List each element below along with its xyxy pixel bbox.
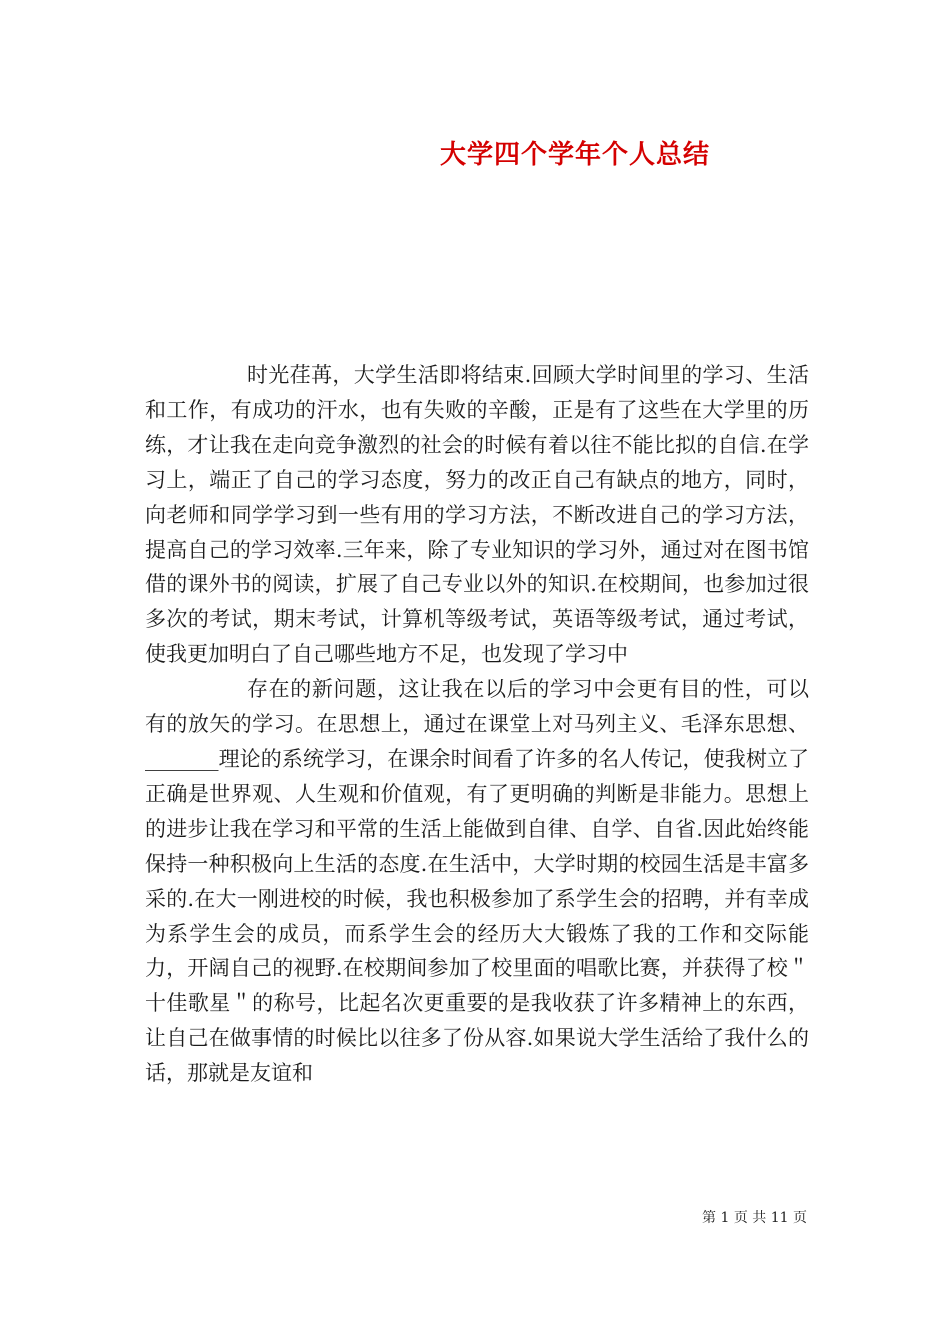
page-footer: [0, 1207, 807, 1227]
document-title: 大学四个学年个人总结: [439, 140, 710, 170]
paragraph-1: 时光荏苒，大学生活即将结束.回顾大学时间里的学习、生活和工作，有成功的汗水，也有失败的辛酸，正是有了这些在大学里的历练，才让我在走向竞争激烈的社会的时候有着以往不能比拟的自信.在学习上，端正了自己的学习态度，努力的改正自己有缺点的地方，同时，向老师和同学学习到一些有用的学习方法，不断改进自己的学习方法，提高自己的学习效率.三年来，除了专业知识的学习外，通过对在图书馆借的课外书的阅读，扩展了自己专业以外的知识.在校期间，也参加过很多次的考试，期末考试，计算机等级考试，英语等级考试，通过考试，使我更加明白了自己哪些地方不足，也发现了学习中: [145, 363, 809, 667]
footer-suffix: 页: [793, 1210, 807, 1226]
footer-total-pages: 11: [770, 1210, 789, 1226]
paragraph-2: 存在的新问题，这让我在以后的学习中会更有目的性，可以有的放矢的学习。在思想上，通过在课堂上对马列主义、毛泽东思想、_______理论的系统学习，在课余时间看了许多的名人传记，使我树立了正确是世界观、人生观和价值观，有了更明确的判断是非能力。思想上的进步让我在学习和平常的生活上能做到自律、自学、自省.因此始终能保持一种积极向上生活的态度.在生活中，大学时期的校园生活是丰富多采的.在大一刚进校的时候，我也积极参加了系学生会的招聘，并有幸成为系学生会的成员，而系学生会的经历大大锻炼了我的工作和交际能力，开阔自己的视野.在校期间参加了校里面的唱歌比赛，并获得了校＂十佳歌星＂的称号，比起名次更重要的是我收获了许多精神上的东西，让自己在做事情的时候比以往多了份从容.如果说大学生活给了我什么的话，那就是友谊和: [145, 677, 809, 1086]
footer-middle: 页 共: [733, 1210, 767, 1226]
document-body: [145, 358, 809, 1091]
footer-prefix: 第: [701, 1210, 716, 1226]
footer-current-page: 1: [720, 1210, 730, 1226]
